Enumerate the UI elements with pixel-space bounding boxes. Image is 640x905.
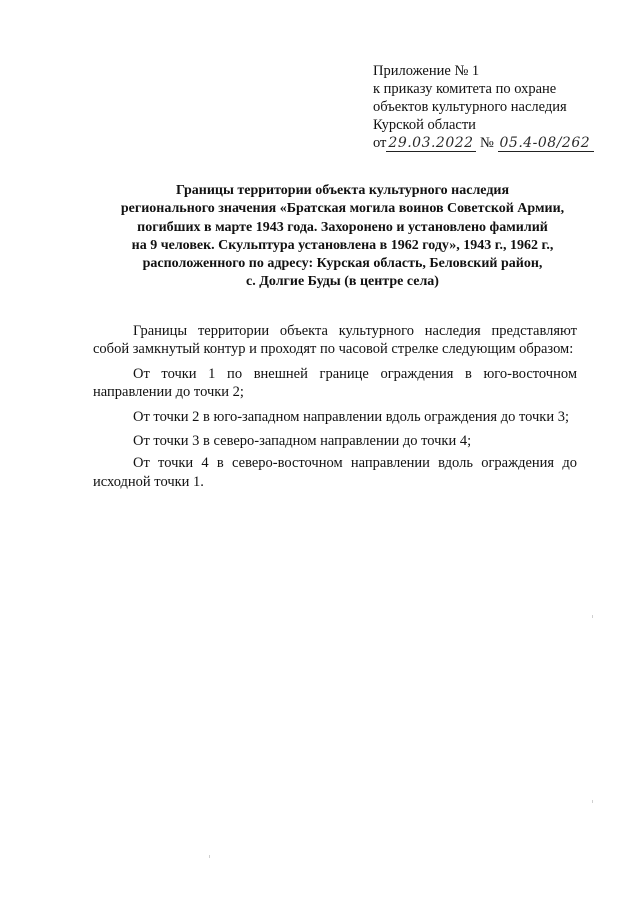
handwritten-order-number: 05.4-08/262	[498, 135, 594, 152]
title-line: регионального значения «Братская могила воинов Советской Армии,	[120, 201, 565, 217]
body-paragraph: От точки 4 в северо-восточном направлении вдоль ограждения до исходной точки 1.	[93, 455, 577, 490]
title-line: с. Долгие Буды (в центре села)	[246, 274, 439, 290]
appendix-order-line: к приказу комитета по охране	[373, 81, 557, 97]
scan-speck	[592, 615, 593, 618]
appendix-committee-line: объектов культурного наследия	[373, 99, 567, 115]
appendix-number: Приложение № 1	[373, 63, 480, 79]
handwritten-date: 29.03.2022	[386, 135, 476, 152]
body-paragraph: Границы территории объекта культурного наследия представляют собой замкнутый контур и проходят по часовой стрелке следующим образом:	[93, 323, 577, 358]
body-paragraph: От точки 2 в юго-западном направлении вдоль ограждения до точки 3;	[133, 408, 569, 425]
order-date-number-line	[373, 134, 623, 156]
scan-speck	[592, 800, 593, 803]
document-title	[90, 182, 595, 292]
title-line: на 9 человек. Скульптура установлена в 1962 году», 1943 г., 1962 г.,	[131, 237, 554, 253]
title-line: Границы территории объекта культурного наследия	[175, 183, 510, 198]
appendix-header	[373, 62, 623, 156]
document-body	[93, 322, 577, 497]
from-prefix: от	[373, 135, 387, 151]
scan-speck	[209, 855, 210, 858]
number-prefix: №	[480, 135, 494, 151]
body-paragraph: От точки 3 в северо-западном направлении до точки 4;	[133, 433, 472, 450]
appendix-region-line: Курской области	[373, 117, 476, 133]
body-paragraph: От точки 1 по внешней границе ограждения в юго-восточном направлении до точки 2;	[93, 365, 577, 401]
title-line: расположенного по адресу: Курская область, Беловский район,	[142, 256, 543, 272]
title-line: погибших в марте 1943 года. Захоронено и установлено фамилий	[137, 219, 548, 235]
